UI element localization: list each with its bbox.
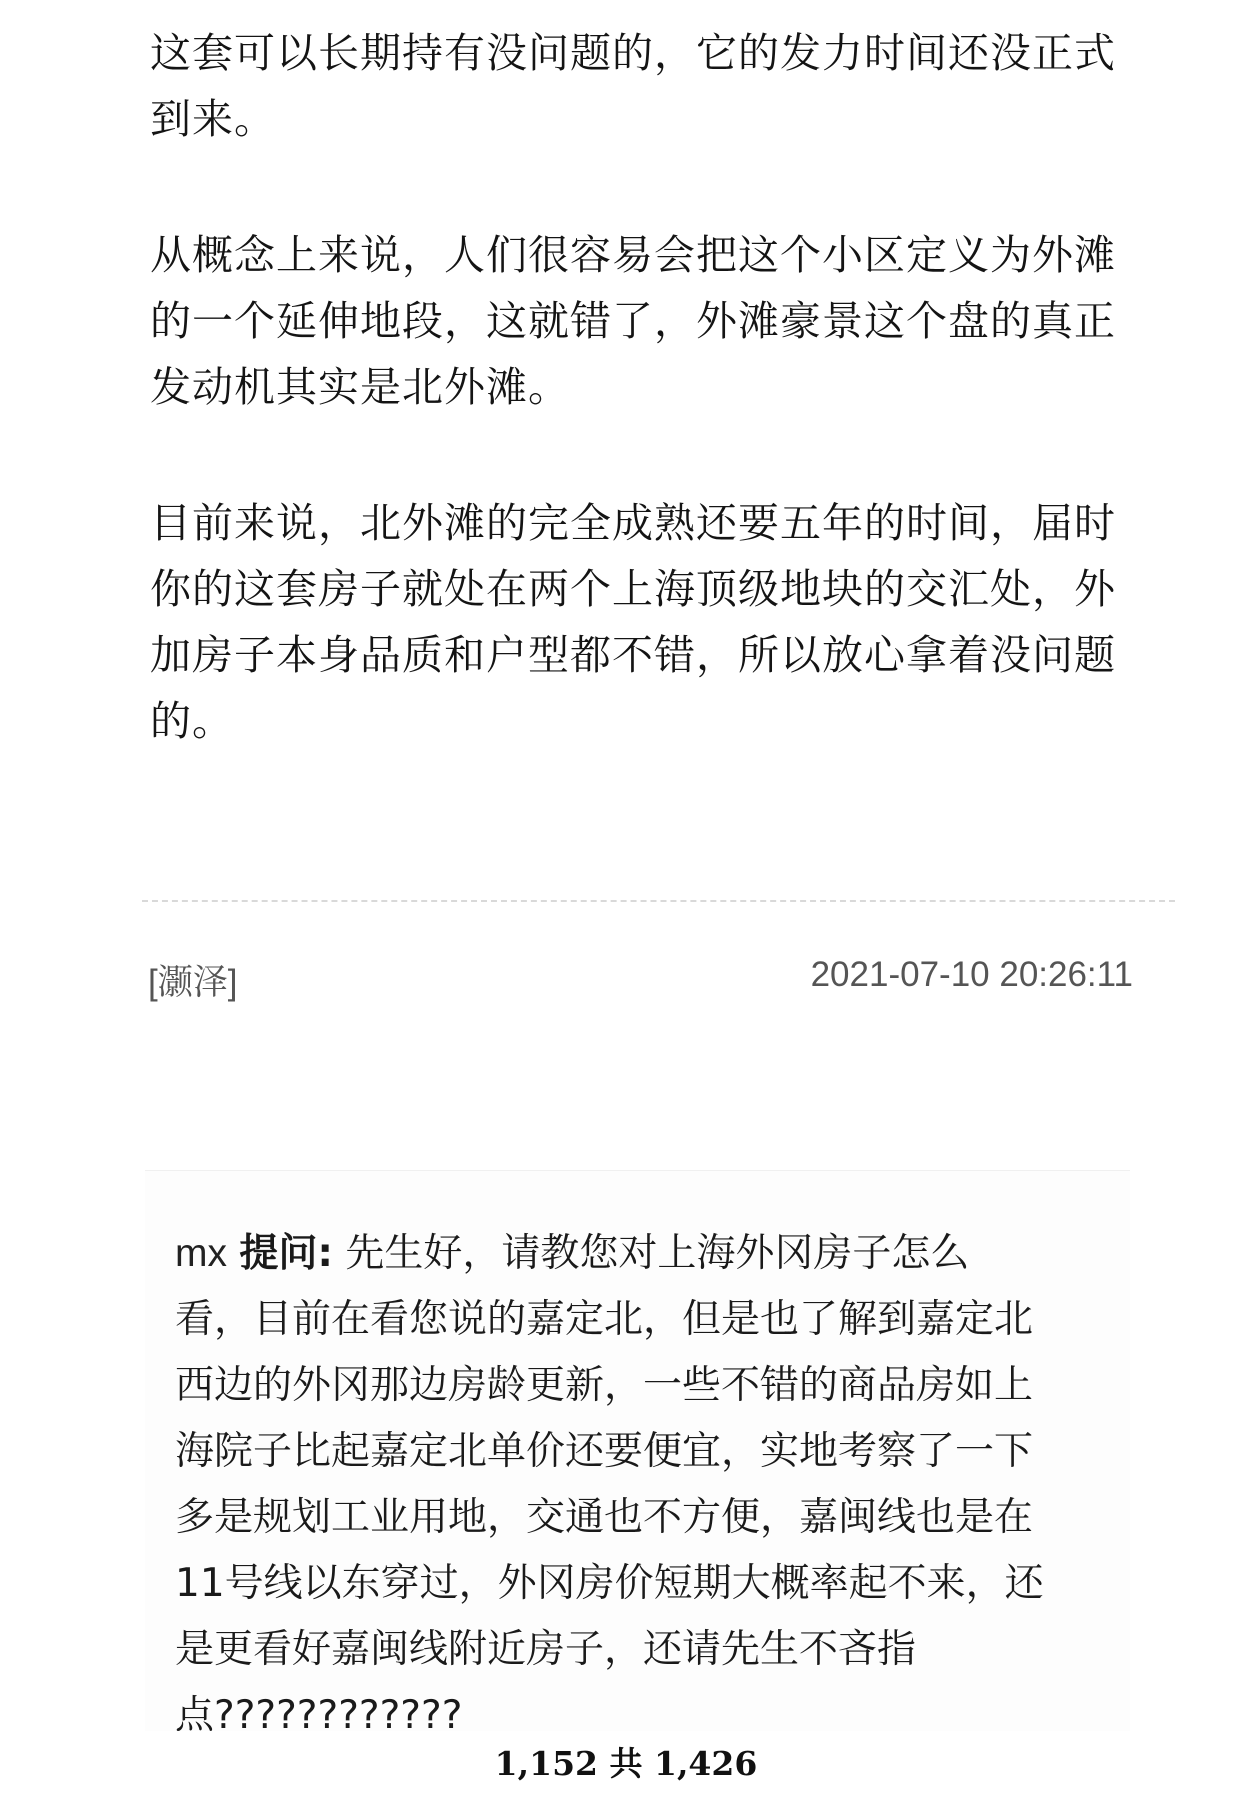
- question-text: [175, 1221, 1044, 1749]
- text-line: 从概念上来说，人们很容易会把这个小区定义为外滩: [150, 231, 1116, 279]
- text-line: 的。: [150, 697, 234, 745]
- answer-paragraph: [150, 20, 1130, 152]
- text-line: 海院子比起嘉定北单价还要便宜，实地考察了一下: [175, 1429, 1034, 1474]
- answer-paragraph: [150, 490, 1130, 754]
- text-line: 多是规划工业用地，交通也不方便，嘉闽线也是在: [175, 1495, 1034, 1540]
- question-user[interactable]: mx: [175, 1232, 227, 1275]
- text-line: 发动机其实是北外滩。: [150, 363, 570, 411]
- text-line: 11号线以东穿过，外冈房价短期大概率起不来，还: [175, 1561, 1044, 1606]
- question-first-line: [175, 1221, 1044, 1287]
- author-name[interactable]: [灏泽]: [148, 963, 238, 1002]
- text-line: 先生好，请教您对上海外冈房子怎么: [345, 1231, 970, 1276]
- text-line: 到来。: [150, 95, 276, 143]
- post-meta: [148, 955, 1133, 1005]
- text-line: 这套可以长期持有没问题的，它的发力时间还没正式: [150, 29, 1116, 77]
- page-counter: 1,152 共 1,426: [494, 1744, 758, 1783]
- answer-body: [150, 20, 1130, 824]
- text-line: 西边的外冈那边房龄更新，一些不错的商品房如上: [175, 1363, 1034, 1408]
- question-card: [145, 1170, 1130, 1738]
- text-line: 加房子本身品质和户型都不错，所以放心拿着没问题: [150, 631, 1116, 679]
- question-label: 提问:: [239, 1231, 334, 1276]
- text-line: 你的这套房子就处在两个上海顶级地块的交汇处，外: [150, 565, 1116, 613]
- answer-paragraph: [150, 222, 1130, 420]
- text-line: 看，目前在看您说的嘉定北，但是也了解到嘉定北: [175, 1297, 1034, 1342]
- text-line: 点????????????: [175, 1693, 463, 1738]
- text-line: 的一个延伸地段，这就错了，外滩豪景这个盘的真正: [150, 297, 1116, 345]
- text-line: 目前来说，北外滩的完全成熟还要五年的时间，届时: [150, 499, 1116, 547]
- section-divider: [142, 900, 1175, 902]
- post-timestamp: 2021-07-10 20:26:11: [810, 955, 1133, 994]
- text-line: 是更看好嘉闽线附近房子，还请先生不吝指: [175, 1627, 917, 1672]
